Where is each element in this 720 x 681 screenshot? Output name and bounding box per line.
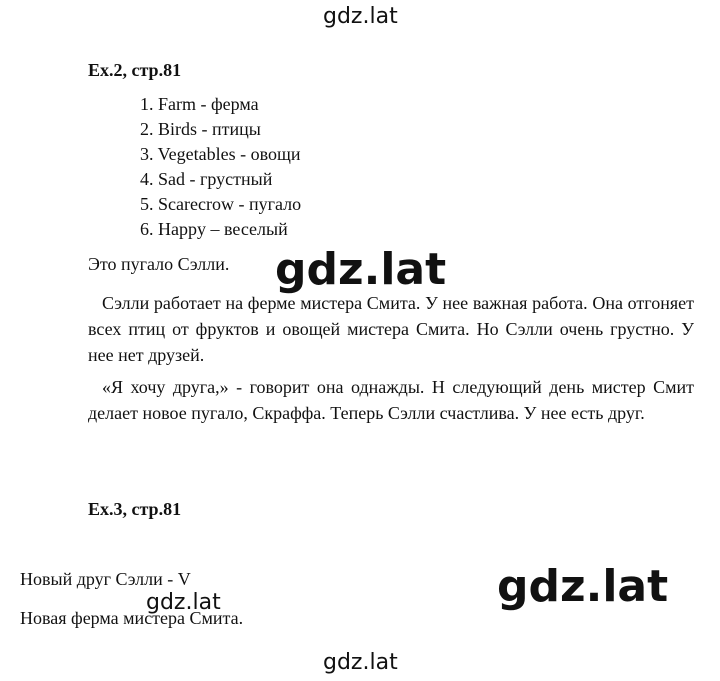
story-intro: Это пугало Сэлли. — [88, 254, 230, 274]
ex3-line-2: Новая ферма мистера Смита. — [20, 608, 244, 628]
list-item: 5. Scarecrow - пугало — [140, 194, 302, 214]
ex3-line-1: Новый друг Сэлли - V — [20, 569, 191, 589]
watermark-large-right: gdz.lat — [497, 561, 669, 612]
list-item: 6. Happy – веселый — [140, 219, 288, 239]
watermark-small-left: gdz.lat — [146, 590, 221, 615]
story-paragraph-2-text: «Я хочу друга,» - говорит она однажды. Н следующий день мистер Смит делает новое пугало, Скраффа. Теперь Сэлли счастлива. У нее есть друг. — [88, 377, 694, 423]
ex3-heading: Ex.3, стр.81 — [88, 499, 182, 519]
story-paragraph-1 — [88, 290, 694, 368]
list-item: 4. Sad - грустный — [140, 169, 273, 189]
story-paragraph-2 — [88, 374, 694, 426]
vocabulary-list — [140, 92, 301, 242]
story-paragraph-1-text: Сэлли работает на ферме мистера Смита. У нее важная работа. Она отгоняет всех птиц от фруктов и овощей мистера Смита. Но Сэлли очень грустно. У нее нет друзей. — [88, 293, 694, 365]
watermark-middle: gdz.lat — [275, 244, 447, 295]
list-item: 2. Birds - птицы — [140, 119, 261, 139]
ex2-heading: Ex.2, стр.81 — [88, 60, 182, 80]
list-item: 3. Vegetables - овощи — [140, 144, 301, 164]
watermark-bottom: gdz.lat — [323, 650, 398, 675]
list-item: 1. Farm - ферма — [140, 94, 259, 114]
watermark-top: gdz.lat — [323, 4, 398, 29]
